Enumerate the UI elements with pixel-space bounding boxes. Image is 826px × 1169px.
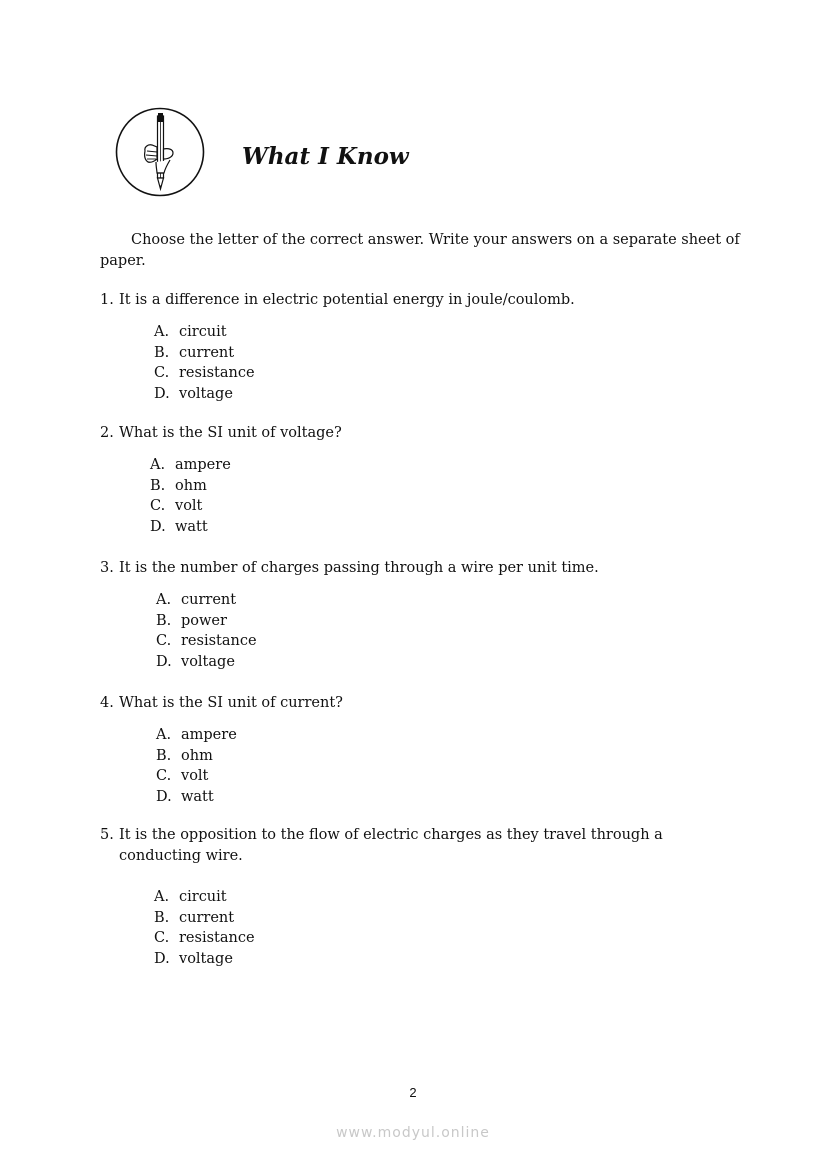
- question-number: 4.: [100, 695, 114, 711]
- question-1: [100, 290, 700, 311]
- watermark: www.modyul.online: [336, 1125, 490, 1141]
- choice-letter: B.: [156, 747, 172, 764]
- choice-a: [154, 887, 255, 908]
- choice-text: ohm: [181, 747, 213, 764]
- question-number: 2.: [100, 425, 114, 441]
- choice-letter: C.: [154, 930, 170, 947]
- choice-text: power: [181, 612, 227, 629]
- choice-d: [156, 652, 257, 673]
- choices-question-2: [150, 455, 231, 538]
- choice-letter: C.: [156, 633, 172, 650]
- choice-letter: B.: [154, 344, 170, 361]
- choice-letter: D.: [154, 386, 170, 403]
- choice-letter: D.: [156, 789, 172, 806]
- choice-letter: D.: [150, 519, 166, 536]
- question-3: [100, 558, 700, 579]
- question-2: [100, 423, 700, 444]
- choice-letter: D.: [156, 654, 172, 671]
- choice-c: [154, 928, 255, 949]
- choice-letter: B.: [150, 477, 166, 494]
- choice-text: circuit: [179, 889, 227, 905]
- choices-question-3: [156, 590, 257, 673]
- choice-text: current: [179, 909, 235, 926]
- choice-text: voltage: [181, 654, 235, 671]
- choice-text: volt: [181, 768, 209, 785]
- choice-letter: C.: [150, 498, 166, 515]
- choice-letter: C.: [156, 768, 172, 785]
- question-text: It is the number of charges passing through a wire per unit time.: [119, 560, 599, 576]
- choice-c: [154, 363, 255, 384]
- choice-b: [156, 746, 237, 767]
- choice-letter: A.: [156, 727, 172, 743]
- choice-text: watt: [181, 789, 214, 806]
- choices-question-1: [154, 322, 255, 405]
- page-number: 2: [409, 1085, 417, 1100]
- choice-d: [156, 787, 237, 808]
- choice-letter: B.: [156, 612, 172, 629]
- choice-letter: A.: [150, 457, 166, 473]
- question-4: [100, 693, 700, 714]
- instructions: Choose the letter of the correct answer. Write your answers on a separate sheet of paper.: [100, 232, 740, 269]
- question-text: It is a difference in electric potential energy in joule/coulomb.: [119, 292, 575, 308]
- choice-c: [150, 496, 231, 517]
- choice-text: watt: [175, 519, 208, 536]
- choice-c: [156, 766, 237, 787]
- choice-d: [154, 384, 255, 405]
- choice-a: [156, 725, 237, 746]
- choice-text: circuit: [179, 324, 227, 340]
- question-number: 1.: [100, 292, 114, 308]
- question-text: It is the opposition to the flow of electric charges as they travel through a conducting wire.: [119, 827, 663, 864]
- choice-text: ampere: [175, 457, 231, 473]
- choice-letter: D.: [154, 951, 170, 968]
- choice-a: [154, 322, 255, 343]
- choice-text: resistance: [181, 633, 257, 650]
- choice-text: current: [181, 592, 237, 608]
- choices-question-4: [156, 725, 237, 808]
- question-5: [100, 825, 680, 867]
- choice-text: volt: [175, 498, 203, 515]
- choice-b: [154, 343, 255, 364]
- choice-c: [156, 631, 257, 652]
- section-title: What I Know: [242, 143, 409, 170]
- choice-text: ohm: [175, 477, 207, 494]
- choice-letter: A.: [154, 889, 170, 905]
- question-number: 5.: [100, 827, 114, 843]
- choice-letter: A.: [154, 324, 170, 340]
- question-text: What is the SI unit of voltage?: [119, 425, 342, 441]
- choice-d: [150, 517, 231, 538]
- choice-text: resistance: [179, 365, 255, 382]
- choice-a: [156, 590, 257, 611]
- choice-text: current: [179, 344, 235, 361]
- choice-letter: C.: [154, 365, 170, 382]
- choice-text: voltage: [179, 386, 233, 403]
- question-number: 3.: [100, 560, 114, 576]
- choice-text: ampere: [181, 727, 237, 743]
- choice-a: [150, 455, 231, 476]
- choice-b: [150, 476, 231, 497]
- question-text: What is the SI unit of current?: [119, 695, 343, 711]
- choices-question-5: [154, 887, 255, 970]
- choice-b: [154, 908, 255, 929]
- choice-d: [154, 949, 255, 970]
- choice-letter: A.: [156, 592, 172, 608]
- choice-text: resistance: [179, 930, 255, 947]
- choice-text: voltage: [179, 951, 233, 968]
- choice-b: [156, 611, 257, 632]
- choice-letter: B.: [154, 909, 170, 926]
- pencil-in-hand-icon: [115, 107, 205, 197]
